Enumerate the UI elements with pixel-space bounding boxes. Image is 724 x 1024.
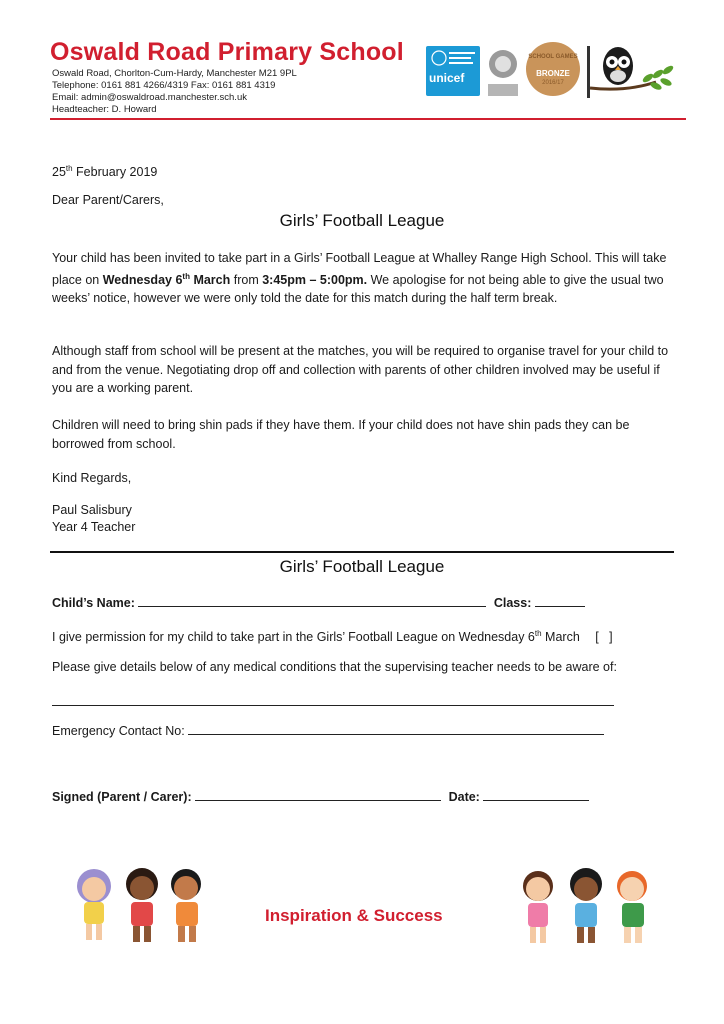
- unicef-label: unicef: [429, 71, 465, 85]
- school-address: Oswald Road, Chorlton-Cum-Hardy, Manchester M21 9PL: [52, 68, 297, 79]
- p1-intro: Your child has been invited to take part in a Girls’ Football League at Whalley Range High School. This will take place on: [52, 251, 667, 287]
- letter-paragraph-2: Although staff from school will be present at the matches, you will be required to organise travel for your child to and from the venue. Negotiating drop off and collection with parents of other children involved may be useful if you are a working parent.: [52, 344, 669, 395]
- healthy-schools-icon: [486, 48, 520, 98]
- letter-title: Girls’ Football League: [279, 211, 445, 230]
- permission-checkbox[interactable]: [ ]: [595, 630, 613, 645]
- games-label: SCHOOL GAMES: [528, 54, 578, 60]
- school-email: Email: admin@oswaldroad.manchester.sch.uk: [52, 92, 247, 103]
- signature-field[interactable]: [195, 788, 441, 801]
- medical-field[interactable]: [52, 705, 614, 706]
- date-sup: th: [65, 164, 73, 173]
- signed-label: Signed (Parent / Carer):: [52, 790, 192, 804]
- class-label: Class:: [493, 596, 532, 610]
- child-name-field[interactable]: [138, 594, 486, 607]
- date-day: 25: [52, 165, 66, 180]
- medical-prompt: Please give details below of any medical conditions that the supervising teacher needs to be aware of:: [52, 660, 617, 674]
- p1-time: 3:45pm – 5:00pm.: [262, 272, 368, 287]
- school-games-bronze-badge: [526, 42, 580, 96]
- emergency-row: [52, 722, 652, 740]
- letter-date: [52, 160, 157, 181]
- children-illustration-right: [510, 862, 660, 950]
- emergency-label: Emergency Contact No:: [52, 724, 185, 738]
- owl-logo: [586, 42, 686, 102]
- letter-paragraph-1: [52, 249, 677, 308]
- unicef-logo: [426, 46, 480, 96]
- letter-paragraph-3: Children will need to bring shin pads if they have them. If your child does not have shin pads they can be borrowed from school.: [52, 418, 630, 451]
- date-field[interactable]: [483, 788, 589, 801]
- letter-signatory-role: Year 4 Teacher: [52, 520, 136, 534]
- child-name-row: [52, 594, 652, 612]
- signed-row: [52, 788, 652, 806]
- p1-month: March: [189, 272, 231, 287]
- slip-title: Girls’ Football League: [279, 557, 445, 576]
- letter-greeting: Dear Parent/Carers,: [52, 193, 164, 207]
- children-illustration-left: [64, 862, 214, 948]
- games-year: 2016/17: [542, 80, 564, 86]
- kids-cartoon-right-icon: [510, 862, 660, 950]
- owl-branch-icon: [586, 42, 686, 102]
- p1-from: from: [230, 272, 263, 287]
- permission-row: [52, 625, 672, 646]
- permission-sup: th: [534, 629, 542, 638]
- child-name-label: Child’s Name:: [52, 596, 135, 610]
- slip-divider: [50, 551, 674, 553]
- school-name: Oswald Road Primary School: [50, 38, 404, 66]
- permission-month: March: [541, 630, 580, 645]
- school-headteacher: Headteacher: D. Howard: [52, 104, 157, 115]
- healthy-schools-logo: [486, 48, 520, 98]
- header-divider: [50, 118, 686, 120]
- letter-signatory: Paul Salisbury: [52, 503, 132, 517]
- date-label: Date:: [448, 790, 480, 804]
- date-rest: February 2019: [72, 165, 158, 180]
- bronze-label: BRONZE: [536, 69, 570, 78]
- letter-closing: Kind Regards,: [52, 471, 132, 485]
- permission-text: I give permission for my child to take part in the Girls’ Football League on Wednesday 6: [52, 630, 535, 645]
- emergency-field[interactable]: [188, 722, 604, 735]
- p1-day: Wednesday 6: [102, 272, 183, 287]
- p1-day-sup: th: [182, 271, 190, 281]
- kids-cartoon-left-icon: [64, 862, 214, 948]
- school-telephone: Telephone: 0161 881 4266/4319 Fax: 0161 881 4319: [52, 80, 276, 91]
- p1-rest: We apologise for not being able to give the usual two weeks’ notice, however we were only told the date for this match during the half term break.: [52, 272, 664, 306]
- school-motto: Inspiration & Success: [265, 906, 443, 925]
- class-field[interactable]: [535, 594, 585, 607]
